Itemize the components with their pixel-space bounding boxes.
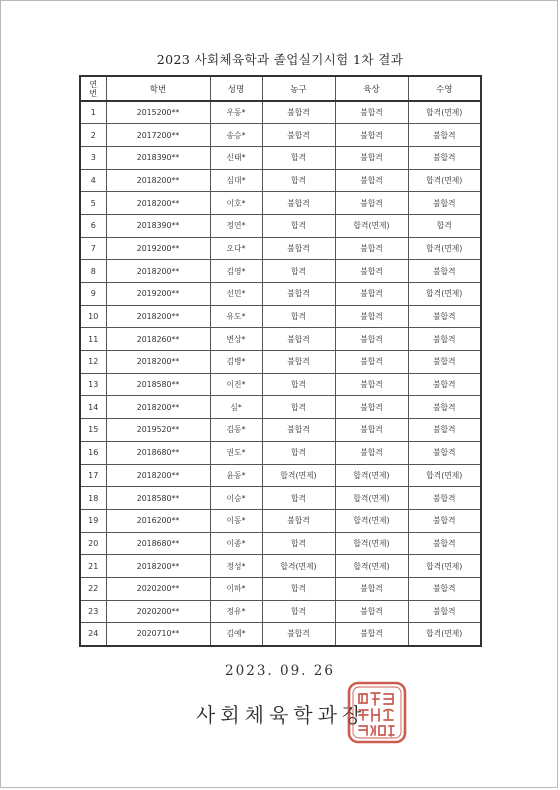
cell-number: 22 <box>80 577 106 600</box>
cell-name: 심* <box>210 396 262 419</box>
official-seal <box>346 680 408 745</box>
cell-basketball: 불합격 <box>262 509 335 532</box>
cell-student-id: 2018200** <box>106 305 210 328</box>
table-row <box>80 441 481 464</box>
cell-swimming: 불합격 <box>408 260 481 283</box>
cell-student-id: 2018200** <box>106 351 210 374</box>
table-row <box>80 600 481 623</box>
cell-basketball: 불합격 <box>262 237 335 260</box>
cell-swimming: 불합격 <box>408 509 481 532</box>
cell-swimming: 불합격 <box>408 600 481 623</box>
cell-basketball: 불합격 <box>262 328 335 351</box>
cell-name: 이호* <box>210 192 262 215</box>
cell-swimming: 합격(면제) <box>408 623 481 646</box>
cell-swimming: 합격 <box>408 214 481 237</box>
cell-number: 7 <box>80 237 106 260</box>
cell-student-id: 2018680** <box>106 532 210 555</box>
cell-student-id: 2017200** <box>106 124 210 147</box>
cell-student-id: 2020710** <box>106 623 210 646</box>
cell-number: 15 <box>80 419 106 442</box>
cell-basketball: 합격 <box>262 600 335 623</box>
table-row <box>80 623 481 646</box>
cell-swimming: 불합격 <box>408 351 481 374</box>
cell-name: 신태* <box>210 146 262 169</box>
cell-student-id: 2019200** <box>106 283 210 306</box>
cell-student-id: 2018200** <box>106 169 210 192</box>
cell-swimming: 합격(면제) <box>408 237 481 260</box>
cell-basketball: 합격 <box>262 146 335 169</box>
cell-name: 김동* <box>210 419 262 442</box>
cell-basketball: 합격 <box>262 305 335 328</box>
table-row <box>80 464 481 487</box>
table-row <box>80 146 481 169</box>
header-number-line1: 연 <box>89 79 98 89</box>
cell-swimming: 합격(면제) <box>408 283 481 306</box>
table-row <box>80 577 481 600</box>
cell-name: 유도* <box>210 305 262 328</box>
cell-student-id: 2019200** <box>106 237 210 260</box>
cell-track: 불합격 <box>335 441 408 464</box>
cell-swimming: 불합격 <box>408 373 481 396</box>
cell-swimming: 불합격 <box>408 441 481 464</box>
cell-basketball: 합격 <box>262 441 335 464</box>
cell-name: 이동* <box>210 509 262 532</box>
cell-basketball: 합격 <box>262 260 335 283</box>
cell-track: 합격(면제) <box>335 509 408 532</box>
cell-basketball: 합격 <box>262 487 335 510</box>
cell-track: 합격(면제) <box>335 555 408 578</box>
cell-swimming: 불합격 <box>408 419 481 442</box>
cell-name: 이진* <box>210 373 262 396</box>
cell-name: 김영* <box>210 260 262 283</box>
cell-track: 불합격 <box>335 577 408 600</box>
cell-number: 13 <box>80 373 106 396</box>
table-row <box>80 555 481 578</box>
cell-number: 3 <box>80 146 106 169</box>
cell-track: 합격(면제) <box>335 487 408 510</box>
header-number <box>80 76 106 101</box>
cell-basketball: 합격(면제) <box>262 464 335 487</box>
cell-track: 불합격 <box>335 305 408 328</box>
cell-name: 이하* <box>210 577 262 600</box>
cell-student-id: 2018200** <box>106 192 210 215</box>
department-head-signature: 사회체육학과장 <box>196 703 367 727</box>
results-table <box>79 75 482 647</box>
table-row <box>80 373 481 396</box>
header-swimming: 수영 <box>408 76 481 101</box>
cell-name: 이종* <box>210 532 262 555</box>
cell-basketball: 불합격 <box>262 351 335 374</box>
table-row <box>80 328 481 351</box>
header-basketball: 농구 <box>262 76 335 101</box>
cell-track: 불합격 <box>335 237 408 260</box>
cell-track: 합격(면제) <box>335 214 408 237</box>
cell-student-id: 2015200** <box>106 101 210 124</box>
header-student-id: 학번 <box>106 76 210 101</box>
cell-name: 심대* <box>210 169 262 192</box>
cell-name: 김병* <box>210 351 262 374</box>
cell-number: 18 <box>80 487 106 510</box>
table-body <box>80 101 481 646</box>
cell-basketball: 불합격 <box>262 623 335 646</box>
table-row <box>80 509 481 532</box>
cell-basketball: 불합격 <box>262 283 335 306</box>
cell-name: 정성* <box>210 555 262 578</box>
cell-number: 11 <box>80 328 106 351</box>
cell-track: 합격(면제) <box>335 532 408 555</box>
cell-student-id: 2020200** <box>106 577 210 600</box>
cell-track: 합격(면제) <box>335 464 408 487</box>
cell-student-id: 2019520** <box>106 419 210 442</box>
cell-basketball: 합격 <box>262 396 335 419</box>
cell-number: 14 <box>80 396 106 419</box>
cell-student-id: 2018200** <box>106 260 210 283</box>
cell-swimming: 불합격 <box>408 146 481 169</box>
cell-swimming: 불합격 <box>408 124 481 147</box>
cell-swimming: 합격(면제) <box>408 464 481 487</box>
cell-swimming: 불합격 <box>408 192 481 215</box>
table-row <box>80 192 481 215</box>
cell-swimming: 합격(면제) <box>408 169 481 192</box>
cell-track: 불합격 <box>335 328 408 351</box>
cell-number: 12 <box>80 351 106 374</box>
cell-basketball: 합격 <box>262 214 335 237</box>
cell-track: 불합격 <box>335 419 408 442</box>
cell-track: 불합격 <box>335 124 408 147</box>
cell-track: 불합격 <box>335 101 408 124</box>
cell-number: 21 <box>80 555 106 578</box>
cell-swimming: 불합격 <box>408 396 481 419</box>
cell-number: 17 <box>80 464 106 487</box>
cell-track: 불합격 <box>335 623 408 646</box>
cell-student-id: 2018580** <box>106 373 210 396</box>
cell-number: 19 <box>80 509 106 532</box>
document-title: 2023 사회체육학과 졸업실기시험 1차 결과 <box>156 52 404 67</box>
table-row <box>80 124 481 147</box>
cell-track: 불합격 <box>335 169 408 192</box>
cell-number: 16 <box>80 441 106 464</box>
cell-name: 권도* <box>210 441 262 464</box>
cell-number: 6 <box>80 214 106 237</box>
cell-student-id: 2018390** <box>106 214 210 237</box>
cell-student-id: 2018200** <box>106 555 210 578</box>
cell-swimming: 합격(면제) <box>408 555 481 578</box>
cell-swimming: 불합격 <box>408 328 481 351</box>
cell-track: 불합격 <box>335 351 408 374</box>
cell-basketball: 합격 <box>262 373 335 396</box>
cell-number: 24 <box>80 623 106 646</box>
cell-student-id: 2018680** <box>106 441 210 464</box>
table-row <box>80 487 481 510</box>
cell-name: 이승* <box>210 487 262 510</box>
cell-basketball: 불합격 <box>262 192 335 215</box>
cell-name: 선민* <box>210 283 262 306</box>
table-row <box>80 532 481 555</box>
document-date: 2023. 09. 26 <box>225 663 335 679</box>
cell-number: 23 <box>80 600 106 623</box>
cell-number: 5 <box>80 192 106 215</box>
cell-track: 불합격 <box>335 373 408 396</box>
table-row <box>80 169 481 192</box>
cell-basketball: 합격 <box>262 577 335 600</box>
cell-number: 9 <box>80 283 106 306</box>
cell-basketball: 합격 <box>262 169 335 192</box>
table-row <box>80 305 481 328</box>
cell-student-id: 2018390** <box>106 146 210 169</box>
cell-name: 김예* <box>210 623 262 646</box>
cell-name: 송승* <box>210 124 262 147</box>
cell-name: 정유* <box>210 600 262 623</box>
cell-number: 20 <box>80 532 106 555</box>
table-header-row <box>80 76 481 101</box>
cell-swimming: 불합격 <box>408 532 481 555</box>
table-row <box>80 214 481 237</box>
table-row <box>80 283 481 306</box>
cell-name: 변상* <box>210 328 262 351</box>
cell-name: 정연* <box>210 214 262 237</box>
cell-basketball: 합격 <box>262 532 335 555</box>
table-row <box>80 101 481 124</box>
cell-student-id: 2018580** <box>106 487 210 510</box>
table-row <box>80 396 481 419</box>
header-track: 육상 <box>335 76 408 101</box>
cell-track: 불합격 <box>335 146 408 169</box>
cell-name: 우동* <box>210 101 262 124</box>
cell-track: 불합격 <box>335 396 408 419</box>
cell-track: 불합격 <box>335 192 408 215</box>
table-row <box>80 419 481 442</box>
cell-basketball: 불합격 <box>262 124 335 147</box>
header-name: 성명 <box>210 76 262 101</box>
cell-swimming: 합격(면제) <box>408 101 481 124</box>
cell-track: 불합격 <box>335 260 408 283</box>
cell-number: 4 <box>80 169 106 192</box>
cell-student-id: 2018260** <box>106 328 210 351</box>
cell-swimming: 불합격 <box>408 487 481 510</box>
cell-basketball: 불합격 <box>262 101 335 124</box>
cell-track: 불합격 <box>335 600 408 623</box>
cell-student-id: 2016200** <box>106 509 210 532</box>
cell-number: 10 <box>80 305 106 328</box>
table-row <box>80 237 481 260</box>
cell-student-id: 2020200** <box>106 600 210 623</box>
cell-swimming: 불합격 <box>408 577 481 600</box>
cell-basketball: 합격(면제) <box>262 555 335 578</box>
cell-number: 1 <box>80 101 106 124</box>
cell-name: 오다* <box>210 237 262 260</box>
cell-student-id: 2018200** <box>106 396 210 419</box>
header-number-line2: 번 <box>89 88 98 98</box>
cell-track: 불합격 <box>335 283 408 306</box>
cell-number: 2 <box>80 124 106 147</box>
cell-name: 윤동* <box>210 464 262 487</box>
cell-basketball: 불합격 <box>262 419 335 442</box>
cell-swimming: 불합격 <box>408 305 481 328</box>
table-row <box>80 260 481 283</box>
cell-number: 8 <box>80 260 106 283</box>
table-row <box>80 351 481 374</box>
cell-student-id: 2018200** <box>106 464 210 487</box>
